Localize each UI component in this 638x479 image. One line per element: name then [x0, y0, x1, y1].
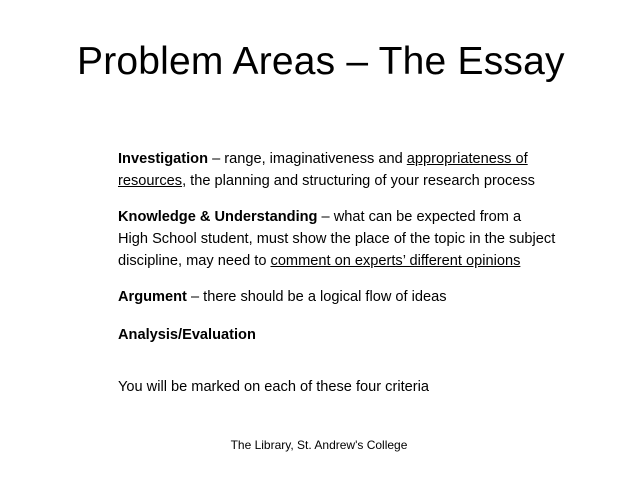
slide-title: Problem Areas – The Essay	[77, 40, 565, 83]
slide-footer	[0, 437, 638, 453]
criterion-heading: Knowledge & Understanding	[118, 209, 318, 225]
underlined-phrase: resources	[118, 173, 183, 189]
criterion-heading: Argument	[118, 289, 187, 305]
criterion-separator: –	[317, 209, 334, 225]
criterion-heading: Analysis/Evaluation	[118, 327, 256, 343]
criteria-note: You will be marked on each of these four criteria	[118, 379, 429, 395]
criterion-argument	[118, 286, 618, 308]
criterion-text: what can be expected from a	[333, 209, 522, 225]
criterion-text: High School student, must show the place of the topic in the subject	[118, 231, 556, 247]
criterion-text: , the planning and structuring of your research process	[182, 173, 535, 189]
underlined-phrase: appropriateness of	[406, 151, 528, 167]
criterion-heading: Investigation	[118, 151, 209, 167]
criterion-separator: –	[208, 151, 225, 167]
slide-body	[118, 148, 618, 398]
footer-text: The Library, St. Andrew's College	[230, 438, 408, 452]
criterion-investigation	[118, 148, 618, 192]
criterion-text: discipline, may need to	[118, 253, 271, 269]
criterion-separator: –	[186, 289, 204, 305]
criterion-text: there should be a logical flow of ideas	[203, 289, 447, 305]
criterion-text: range, imaginativeness and	[224, 151, 407, 167]
criterion-knowledge	[118, 206, 618, 272]
criterion-analysis	[118, 324, 618, 346]
underlined-phrase: comment on experts’ different opinions	[270, 253, 521, 269]
